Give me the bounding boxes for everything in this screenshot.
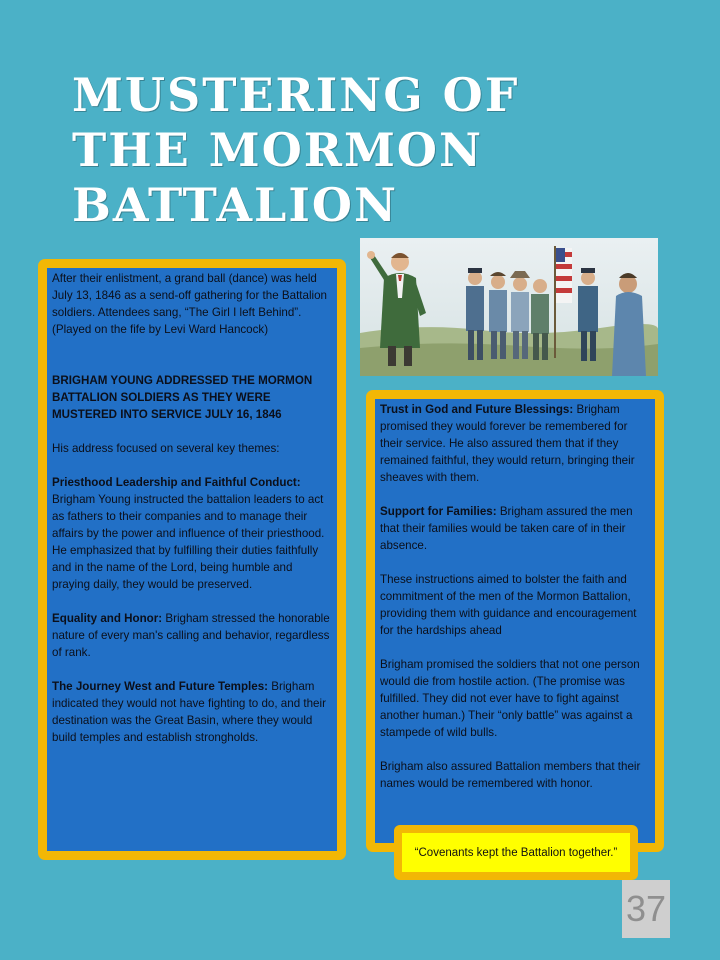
theme-trust bbox=[380, 401, 651, 486]
theme-equality bbox=[52, 610, 333, 661]
address-heading-text: BRIGHAM YOUNG ADDRESSED THE MORMON BATTALION SOLDIERS AS THEY WERE MUSTERED INTO SERVICE JULY 16, 1846 bbox=[52, 374, 313, 421]
quote-callout bbox=[394, 825, 638, 880]
address-heading bbox=[52, 372, 333, 423]
theme-priesthood-title: Priesthood Leadership and Faithful Conduct: bbox=[52, 476, 301, 489]
theme-priesthood-text: Brigham Young instructed the battalion leaders to act as fathers to their companies and to manage their affairs by the power and influence of their priesthood. He emphasized that by fulfilling their duties faithfully and in the name of the Lord, being humble and praying daily, they would be preserved. bbox=[52, 493, 325, 591]
spacer bbox=[52, 355, 333, 372]
theme-equality-text: Brigham stressed the honorable nature of every man's calling and behavior, regardless of rank. bbox=[52, 612, 330, 659]
theme-families bbox=[380, 503, 651, 554]
promise-paragraph: Brigham promised the soldiers that not one person would die from hostile action. (The promise was fulfilled. They did not ever have to fight against another human.) Their “only battle” was against a stampede of wild bulls. bbox=[380, 658, 640, 739]
theme-families-title: Support for Families: bbox=[380, 505, 497, 518]
theme-priesthood bbox=[52, 474, 333, 593]
theme-families-text: Brigham assured the men that their families would be taken care of in their absence. bbox=[380, 505, 633, 552]
theme-trust-title: Trust in God and Future Blessings: bbox=[380, 403, 574, 416]
quote-text: “Covenants kept the Battalion together.” bbox=[414, 846, 618, 859]
theme-trust-text: Brigham promised they would forever be remembered for their service. He also assured them that if they remained faithful, they would return, bringing their sheaves with them. bbox=[380, 403, 635, 484]
address-text-box-left bbox=[38, 259, 346, 860]
summary-paragraph: These instructions aimed to bolster the faith and commitment of the men of the Mormon Battalion, providing them with guidance and encouragement for the hardships ahead bbox=[380, 573, 637, 637]
theme-journey bbox=[52, 678, 333, 746]
painting-image bbox=[360, 238, 658, 376]
theme-journey-text: Brigham indicated they would not have fighting to do, and their destination was the Great Basin, where they would build temples and establish strongholds. bbox=[52, 680, 326, 744]
page-title: MUSTERING OF THE MORMON BATTALION bbox=[72, 68, 520, 232]
assurance-paragraph: Brigham also assured Battalion members that their names would be remembered with honor. bbox=[380, 760, 641, 790]
address-text-box-right bbox=[366, 390, 664, 852]
theme-equality-title: Equality and Honor: bbox=[52, 612, 163, 625]
theme-journey-title: The Journey West and Future Temples: bbox=[52, 680, 269, 693]
intro-paragraph: After their enlistment, a grand ball (dance) was held July 13, 1846 as a send-off gathering for the Battalion soldiers. Attendees sang, “The Girl I left Behind”. (Played on the fife by Levi Ward Hancock) bbox=[52, 272, 328, 336]
page-number: 37 bbox=[622, 880, 670, 938]
themes-intro: His address focused on several key themes: bbox=[52, 442, 280, 455]
